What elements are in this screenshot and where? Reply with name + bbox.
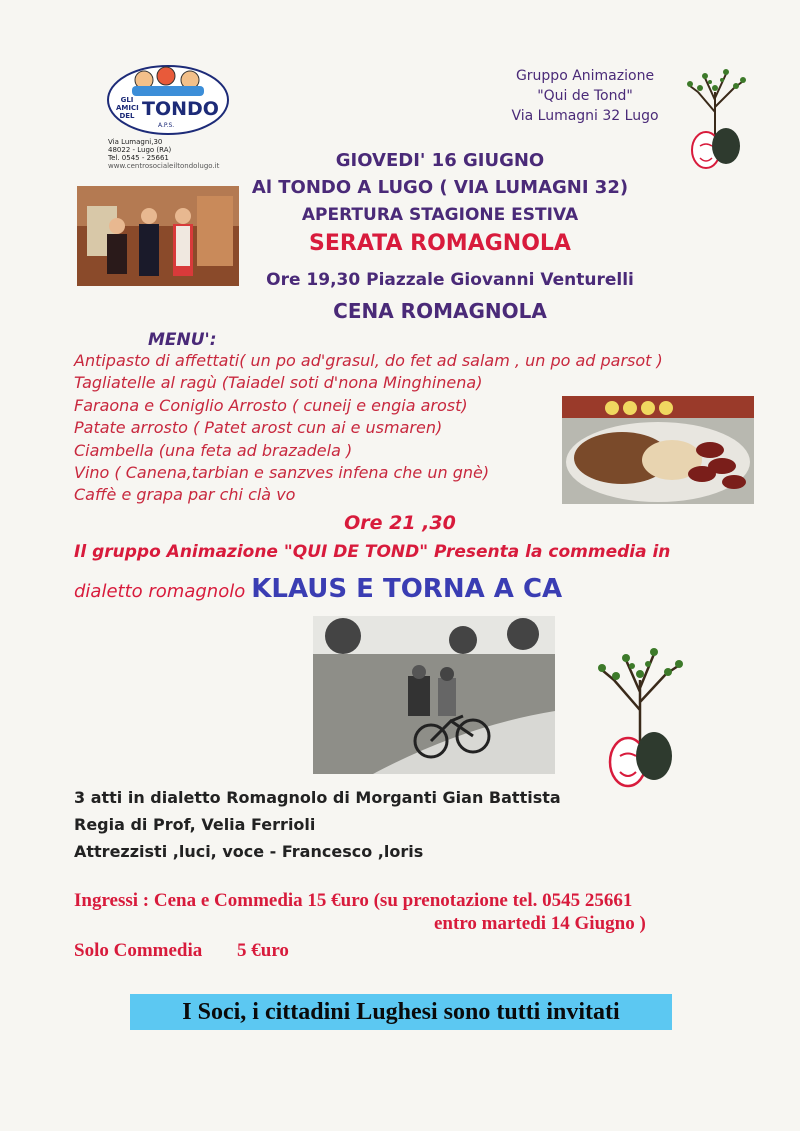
grilled-meat-photo xyxy=(562,396,754,504)
logo-text-tondo: TONDO xyxy=(142,98,219,120)
menu-title: MENU': xyxy=(148,330,217,350)
tree-masks-icon xyxy=(680,62,750,170)
bicycle-scene-photo xyxy=(313,616,555,774)
logo xyxy=(106,64,230,136)
menu-item: Patate arrosto ( Patet arost cun ai e usmaren) xyxy=(74,418,443,438)
invite-banner: I Soci, i cittadini Lughesi sono tutti invitati xyxy=(130,994,672,1030)
group-subtitle: "Qui de Tond" xyxy=(537,88,633,104)
logo-text-amici: AMICI xyxy=(116,104,139,112)
group-header xyxy=(500,66,670,126)
ticket-show-only-label: Solo Commedia xyxy=(74,940,203,961)
credit-line: Regia di Prof, Velia Ferrioli xyxy=(74,815,316,834)
event-date: GIOVEDI' 16 GIUGNO xyxy=(335,150,545,171)
credit-line: Attrezzisti ,luci, voce - Francesco ,loris xyxy=(74,842,424,861)
credit-line: 3 atti in dialetto Romagnolo di Morganti Gian Battista xyxy=(74,788,561,807)
ticket-info: Ingressi : Cena e Commedia 15 €uro (su prenotazione tel. 0545 25661 xyxy=(74,890,633,911)
menu-item: Ciambella (una feta ad brazadela ) xyxy=(74,440,353,460)
logo-website: www.centrosocialeiltondolugo.it xyxy=(108,162,220,170)
logo-city: 48022 - Lugo (RA) xyxy=(108,146,172,154)
event-place: Al TONDO A LUGO ( VIA LUMAGNI 32) xyxy=(251,177,629,198)
show-time: Ore 21 ,30 xyxy=(344,512,456,534)
logo-address: Via Lumagni,30 xyxy=(108,138,163,146)
menu-item: Antipasto di affettati( un po ad'grasul, do fet ad salam , un po ad parsot ) xyxy=(74,351,663,370)
logo-text-aps: A.P.S. xyxy=(158,122,175,129)
logo-text-gli: GLI xyxy=(120,96,134,104)
group-address: Via Lumagni 32 Lugo xyxy=(511,108,659,124)
event-opening: APERTURA STAGIONE ESTIVA xyxy=(301,205,579,225)
logo-text-del: DEL xyxy=(119,112,135,120)
logo-contact-info xyxy=(108,138,219,170)
menu-item: Faraona e Coniglio Arrosto ( cuneij e engia arost) xyxy=(74,395,468,415)
show-title: KLAUS E TORNA A CA xyxy=(251,574,563,604)
menu-item: Tagliatelle al ragù (Taiadel soti d'nona Minghinena) xyxy=(74,373,483,393)
ticket-deadline: entro martedi 14 Giugno ) xyxy=(434,913,646,934)
dinner-title: CENA ROMAGNOLA xyxy=(333,299,547,323)
event-time: Ore 19,30 Piazzale Giovanni Venturelli xyxy=(266,270,634,290)
event-title: SERATA ROMAGNOLA xyxy=(309,231,571,256)
traditional-dress-photo xyxy=(77,186,239,286)
ticket-show-only-price: 5 €uro xyxy=(237,940,289,961)
tree-masks-icon xyxy=(592,640,688,790)
group-name: Gruppo Animazione xyxy=(515,68,655,84)
show-dialect-label: dialetto romagnolo xyxy=(74,581,246,602)
menu-item: Vino ( Canena,tarbian e sanzves infena che un gnè) xyxy=(74,463,490,483)
menu-item: Caffè e grapa par chi clà vo xyxy=(74,485,296,505)
logo-phone: Tel. 0545 - 25661 xyxy=(108,154,169,162)
show-subtitle xyxy=(74,574,562,604)
show-intro: Il gruppo Animazione "QUI DE TOND" Presenta la commedia in xyxy=(74,542,671,562)
ticket-show-only xyxy=(74,940,289,962)
